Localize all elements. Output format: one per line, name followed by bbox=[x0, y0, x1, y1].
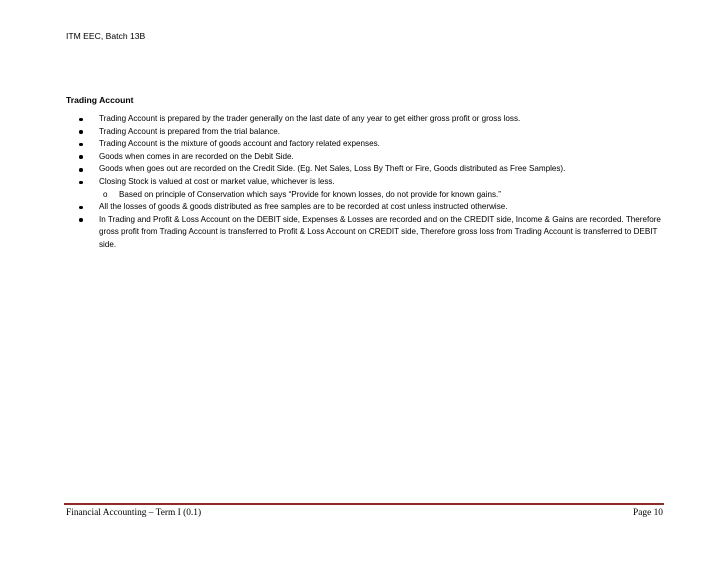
bullet-icon bbox=[79, 155, 83, 159]
bullet-icon bbox=[79, 181, 83, 185]
bullet-text: Goods when goes out are recorded on the Credit Side. (Eg. Net Sales, Loss By Theft or Fire, Goods distributed as Free Samples). bbox=[99, 164, 566, 174]
section-title: Trading Account bbox=[66, 95, 134, 105]
bullet-text: In Trading and Profit & Loss Account on the DEBIT side, Expenses & Losses are recorded and on the CREDIT side, Income & Gains are recorded. Therefore gross profit from Trading Account is transferred to Profit & Loss Account on CREDIT side, Therefore gross loss from Trading Account is transferred to DEBIT side. bbox=[99, 214, 661, 249]
bullet-item bbox=[66, 163, 666, 176]
bullet-icon bbox=[79, 168, 83, 172]
bullet-item bbox=[66, 126, 666, 139]
bullet-item bbox=[66, 176, 666, 189]
page-number: Page 10 bbox=[633, 508, 663, 518]
bullet-text: Trading Account is prepared by the trader generally on the last date of any year to get either gross profit or gross loss. bbox=[99, 114, 521, 123]
bullet-text: Closing Stock is valued at cost or market value, whichever is less. bbox=[99, 176, 335, 186]
bullet-text: Trading Account is prepared from the trial balance. bbox=[99, 126, 281, 136]
page-header: ITM EEC, Batch 13B bbox=[66, 31, 146, 41]
bullet-item bbox=[66, 113, 666, 126]
sub-bullet-text: Based on principle of Conservation which says “Provide for known losses, do not provide for known gains.” bbox=[119, 189, 501, 199]
sub-bullet-item bbox=[66, 189, 666, 202]
bullet-list bbox=[66, 113, 666, 252]
bullet-item bbox=[66, 214, 666, 252]
bullet-icon bbox=[79, 206, 83, 210]
bullet-icon bbox=[79, 130, 83, 134]
bullet-text: Goods when comes in are recorded on the Debit Side. bbox=[99, 151, 294, 161]
bullet-icon bbox=[79, 118, 83, 122]
bullet-text: Trading Account is the mixture of goods account and factory related expenses. bbox=[99, 139, 380, 149]
bullet-item bbox=[66, 138, 666, 151]
footer-title: Financial Accounting – Term I (0.1) bbox=[66, 508, 202, 518]
bullet-icon bbox=[79, 143, 83, 147]
bullet-text: All the losses of goods & goods distributed as free samples are to be recorded at cost unless instructed otherwise. bbox=[99, 202, 508, 212]
bullet-item bbox=[66, 151, 666, 164]
bullet-icon bbox=[79, 218, 83, 222]
circle-bullet-icon: o bbox=[103, 189, 108, 199]
bullet-item bbox=[66, 201, 666, 214]
footer-divider bbox=[64, 503, 664, 505]
